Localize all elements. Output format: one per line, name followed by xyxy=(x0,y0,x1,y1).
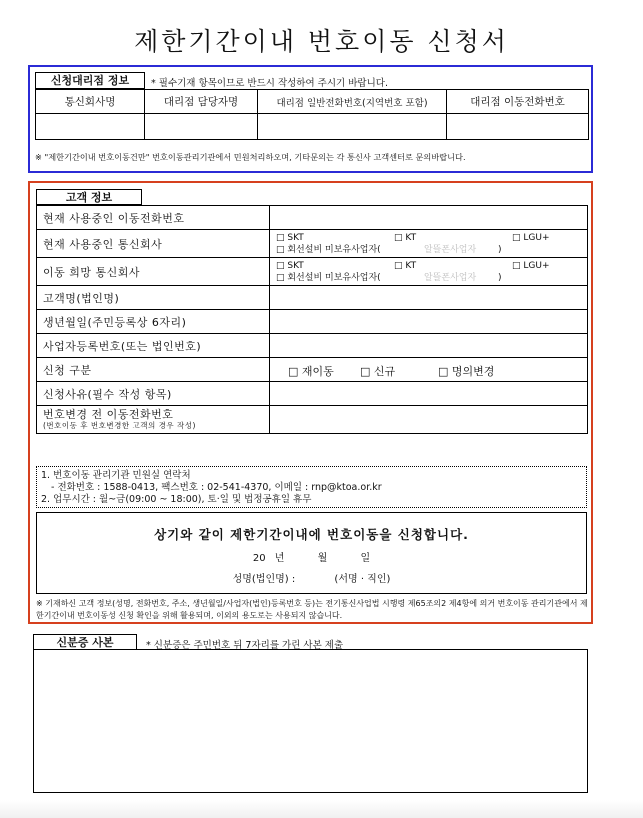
dealer-table xyxy=(35,89,589,140)
dealer-carrier-field[interactable] xyxy=(36,114,145,140)
current-carrier-options xyxy=(270,230,588,258)
current-skt-checkbox[interactable]: □ SKT xyxy=(276,232,304,243)
desired-carrier-options xyxy=(270,258,588,286)
customer-table xyxy=(36,205,588,434)
label-prev-number-main: 번호변경 전 이동전화번호 xyxy=(43,408,174,421)
customer-info-section xyxy=(28,181,593,624)
contact-info xyxy=(36,466,587,508)
name-change-checkbox[interactable]: □ 명의변경 xyxy=(438,364,495,378)
current-number-field[interactable] xyxy=(270,206,588,230)
desired-mvno-close: ) xyxy=(498,272,502,283)
contact-line-1: 1. 번호이동 관리기관 민원실 연락처 xyxy=(41,470,191,481)
dealer-tab-label: 신청대리점 정보 xyxy=(35,72,145,89)
day-label: 일 xyxy=(360,553,371,564)
contact-line-2: - 전화번호 : 1588-0413, 팩스번호 : 02-541-4370, 이메일 : rnp@ktoa.or.kr xyxy=(51,482,382,493)
id-copy-area[interactable] xyxy=(33,649,588,793)
birth-date-field[interactable] xyxy=(270,310,588,334)
desired-mvno-checkbox[interactable]: □ 회선설비 미보유사업자( xyxy=(276,272,381,283)
dealer-col-landline: 대리점 일반전화번호(지역번호 포함) xyxy=(258,90,447,114)
contact-line-3: 2. 업무시간 : 월~금(09:00 ~ 18:00), 토·일 및 법정공휴일 휴무 xyxy=(41,494,312,505)
id-note: * 신분증은 주민번호 뒤 7자리를 가린 사본 제출 xyxy=(146,640,344,651)
desired-skt-checkbox[interactable]: □ SKT xyxy=(276,260,304,271)
dealer-col-agent: 대리점 담당자명 xyxy=(145,90,258,114)
label-current-carrier: 현재 사용중인 통신회사 xyxy=(37,230,270,258)
label-current-number: 현재 사용중인 이동전화번호 xyxy=(37,206,270,230)
year-label: 년 xyxy=(274,553,285,564)
current-lgu-checkbox[interactable]: □ LGU+ xyxy=(512,232,550,243)
reason-field[interactable] xyxy=(270,382,588,406)
desired-kt-checkbox[interactable]: □ KT xyxy=(394,260,417,271)
dealer-col-mobile: 대리점 이동전화번호 xyxy=(447,90,589,114)
signature-name-line xyxy=(37,570,586,585)
current-mvno-hint: 알뜰폰사업자 xyxy=(424,244,477,255)
label-application-type: 신청 구분 xyxy=(37,358,270,382)
dealer-agent-field[interactable] xyxy=(145,114,258,140)
signature-statement: 상기와 같이 제한기간이내에 번호이동을 신청합니다. xyxy=(154,527,469,542)
label-reason: 신청사유(필수 작성 항목) xyxy=(37,382,270,406)
application-type-options xyxy=(270,358,588,382)
signature-box xyxy=(36,512,587,594)
desired-lgu-checkbox[interactable]: □ LGU+ xyxy=(512,260,550,271)
dealer-col-carrier: 통신회사명 xyxy=(36,90,145,114)
dealer-info-section xyxy=(28,65,593,173)
prev-number-field[interactable] xyxy=(270,406,588,434)
required-note: * 필수기재 항목이므로 반드시 작성하여 주시기 바랍니다. xyxy=(151,78,388,89)
current-mvno-checkbox[interactable]: □ 회선설비 미보유사업자( xyxy=(276,244,381,255)
dealer-mobile-field[interactable] xyxy=(447,114,589,140)
id-tab-label: 신분증 사본 xyxy=(33,634,137,650)
label-customer-name: 고객명(법인명) xyxy=(37,286,270,310)
label-business-number: 사업자등록번호(또는 법인번호) xyxy=(37,334,270,358)
page-bottom-edge xyxy=(0,800,643,818)
current-mvno-close: ) xyxy=(498,244,502,255)
label-desired-carrier: 이동 희망 통신회사 xyxy=(37,258,270,286)
dealer-footnote: ※ "제한기간이내 번호이동건만" 번호이동관리기관에서 민원처리하오며, 기타문의는 각 통신사 고객센터로 문의바랍니다. xyxy=(35,152,466,162)
signature-name-label: 성명(법인명) : xyxy=(232,574,296,585)
label-prev-number xyxy=(37,406,270,434)
dealer-landline-field[interactable] xyxy=(258,114,447,140)
month-label: 월 xyxy=(317,553,328,564)
new-checkbox[interactable]: □ 신규 xyxy=(360,364,396,378)
signature-date xyxy=(37,549,586,564)
customer-tab-label: 고객 정보 xyxy=(36,189,142,205)
desired-mvno-hint: 알뜰폰사업자 xyxy=(424,272,477,283)
business-number-field[interactable] xyxy=(270,334,588,358)
privacy-note: ※ 기재하신 고객 정보(성명, 전화번호, 주소, 생년월일/사업자(법인)등록번호 등)는 전기통신사업법 시행령 제65조의2 제4항에 의거 번호이동 관리기관에서 제한기간이내 번호이동성 신청 확인을 위해 활용되며, 이외의 용도로는 사용되지 않습니다. xyxy=(36,599,588,620)
reapply-checkbox[interactable]: □ 재이동 xyxy=(288,364,334,378)
customer-name-field[interactable] xyxy=(270,286,588,310)
label-birth-date: 생년월일(주민등록상 6자리) xyxy=(37,310,270,334)
signature-sign-label: (서명 · 직인) xyxy=(334,574,391,585)
document-title: 제한기간이내 번호이동 신청서 xyxy=(134,27,509,56)
year-prefix: 20 xyxy=(252,553,266,564)
label-prev-number-note: (번호이동 후 번호변경한 고객의 경우 작성) xyxy=(43,421,196,430)
current-kt-checkbox[interactable]: □ KT xyxy=(394,232,417,243)
